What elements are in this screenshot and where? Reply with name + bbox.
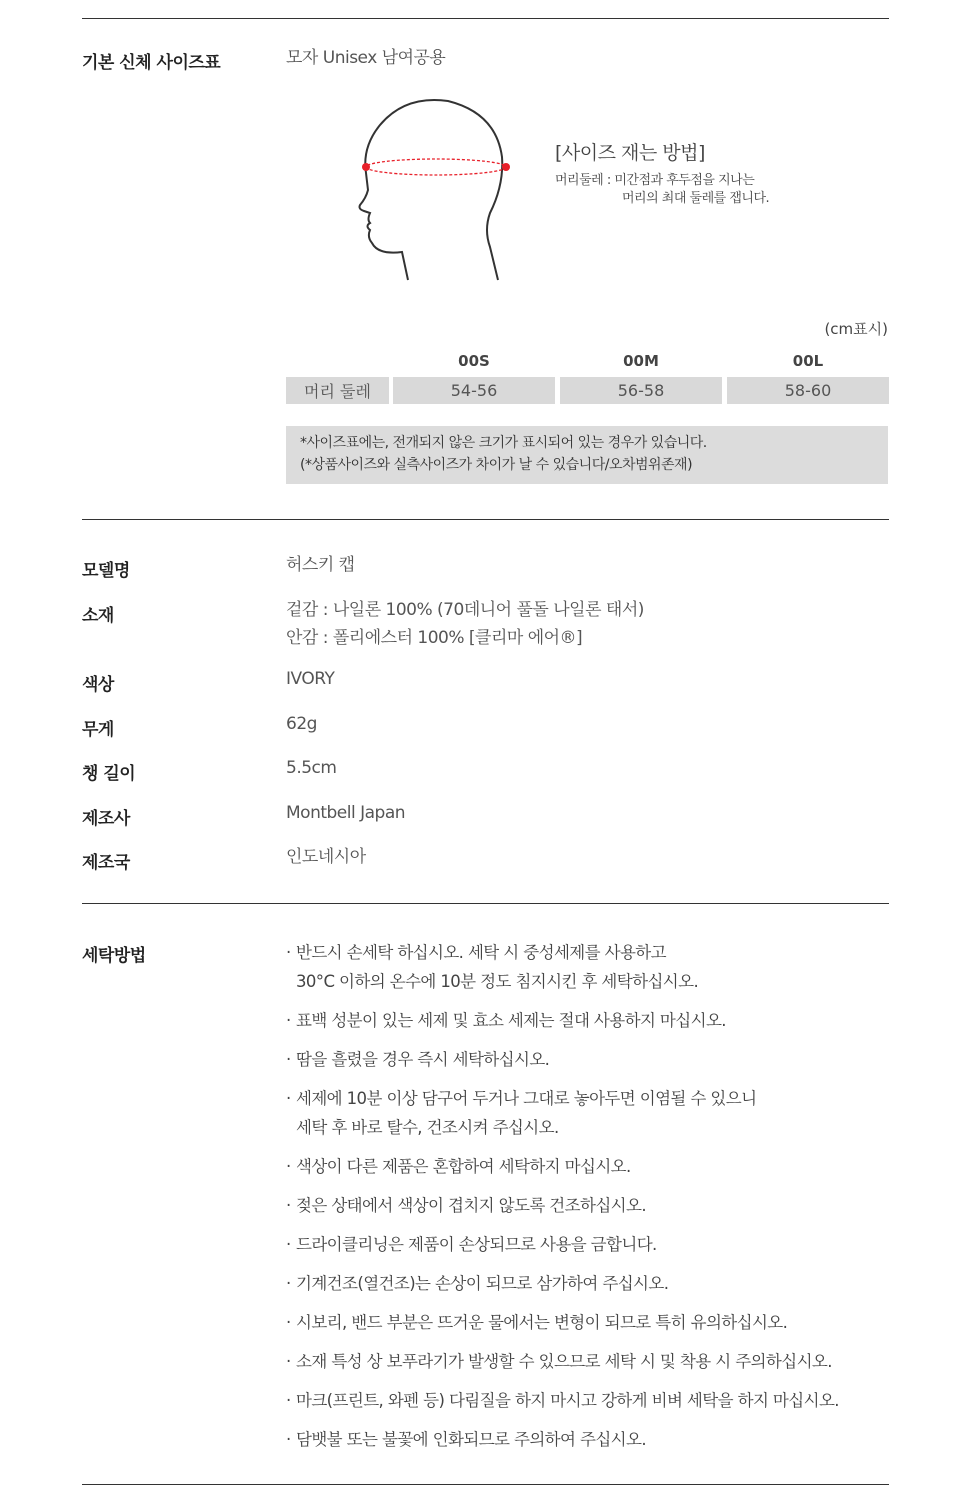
list-item: · 색상이 다른 제품은 혼합하여 세탁하지 마십시오. — [286, 1152, 886, 1181]
measure-method-title: [사이즈 재는 방법] — [555, 142, 705, 164]
washing-label: 세탁방법 — [82, 946, 146, 966]
spec-value-origin: 인도네시아 — [286, 847, 366, 867]
measure-desc-line2: 머리의 최대 둘레를 잽니다. — [622, 191, 770, 206]
unit-label: (cm표시) — [824, 320, 888, 338]
list-item: · 기계건조(열건조)는 손상이 되므로 삼가하여 주십시오. — [286, 1269, 886, 1298]
list-item: · 세제에 10분 이상 담구어 두거나 그대로 놓아두면 이염될 수 있으니 세탁 후 바로 탈수, 건조시켜 주십시오. — [286, 1084, 886, 1142]
size-header-00s: 00S — [458, 352, 490, 370]
spec-label-origin: 제조국 — [82, 853, 130, 873]
specs-divider — [82, 519, 889, 520]
glabella-point — [362, 163, 370, 171]
size-note-line2: (*상품사이즈와 실측사이즈가 차이가 날 수 있습니다/오차범위존재) — [300, 457, 693, 473]
occiput-point — [502, 163, 510, 171]
spec-label-brim-length: 챙 길이 — [82, 764, 136, 784]
measure-desc-line1: 머리둘레 : 미간점과 후두점을 지나는 — [555, 173, 755, 188]
size-value-00m: 56-58 — [560, 377, 722, 404]
spec-value-brim-length: 5.5cm — [286, 758, 337, 778]
list-item: · 소재 특성 상 보푸라기가 발생할 수 있으므로 세탁 시 및 착용 시 주의하십시오. — [286, 1347, 886, 1376]
list-item: · 표백 성분이 있는 세제 및 효소 세제는 절대 사용하지 마십시오. — [286, 1006, 886, 1035]
spec-value-model: 허스키 캡 — [286, 555, 355, 575]
list-item: · 땀을 흘렸을 경우 즉시 세탁하십시오. — [286, 1045, 886, 1074]
head-circumference-line — [366, 159, 506, 175]
list-item: · 반드시 손세탁 하십시오. 세탁 시 중성세제를 사용하고 30°C 이하의 온수에 10분 정도 침지시킨 후 세탁하십시오. — [286, 938, 886, 996]
spec-value-weight: 62g — [286, 714, 317, 734]
list-item: · 시보리, 밴드 부분은 뜨거운 물에서는 변형이 되므로 특히 유의하십시오. — [286, 1308, 886, 1337]
spec-label-model: 모델명 — [82, 561, 130, 581]
list-item: · 드라이클리닝은 제품이 손상되므로 사용을 금합니다. — [286, 1230, 886, 1259]
spec-label-color: 색상 — [82, 675, 114, 695]
spec-label-weight: 무게 — [82, 720, 114, 740]
size-note-line1: *사이즈표에는, 전개되지 않은 크기가 표시되어 있는 경우가 있습니다. — [300, 435, 707, 451]
spec-value-material-inner: 안감 : 폴리에스터 100% [클리마 에어®] — [286, 628, 583, 648]
head-measure-illustration — [350, 95, 520, 290]
size-chart-label: 기본 신체 사이즈표 — [82, 53, 221, 73]
list-item: · 젖은 상태에서 색상이 겹치지 않도록 건조하십시오. — [286, 1191, 886, 1220]
size-note-box — [286, 426, 888, 484]
spec-value-manufacturer: Montbell Japan — [286, 803, 406, 823]
spec-label-material: 소재 — [82, 606, 114, 626]
top-divider — [82, 18, 889, 19]
washing-divider — [82, 903, 889, 904]
spec-value-color: IVORY — [286, 669, 335, 689]
measure-method-desc — [555, 172, 769, 208]
spec-label-manufacturer: 제조사 — [82, 809, 130, 829]
list-item: · 마크(프린트, 와펜 등) 다림질을 하지 마시고 강하게 비벼 세탁을 하지 마십시오. — [286, 1386, 886, 1415]
size-header-00m: 00M — [623, 352, 659, 370]
spec-value-material-outer: 겉감 : 나일론 100% (70데니어 풀돌 나일론 태서) — [286, 600, 644, 620]
list-item: · 담뱃불 또는 불꽃에 인화되므로 주의하여 주십시오. — [286, 1425, 886, 1454]
bottom-divider — [82, 1484, 889, 1485]
row-label-head-circumference: 머리 둘레 — [286, 377, 389, 404]
size-value-00s: 54-56 — [393, 377, 555, 404]
size-header-00l: 00L — [792, 352, 824, 370]
washing-instructions-list — [286, 938, 886, 1464]
size-chart-subtitle: 모자 Unisex 남여공용 — [286, 48, 446, 68]
size-value-00l: 58-60 — [727, 377, 889, 404]
